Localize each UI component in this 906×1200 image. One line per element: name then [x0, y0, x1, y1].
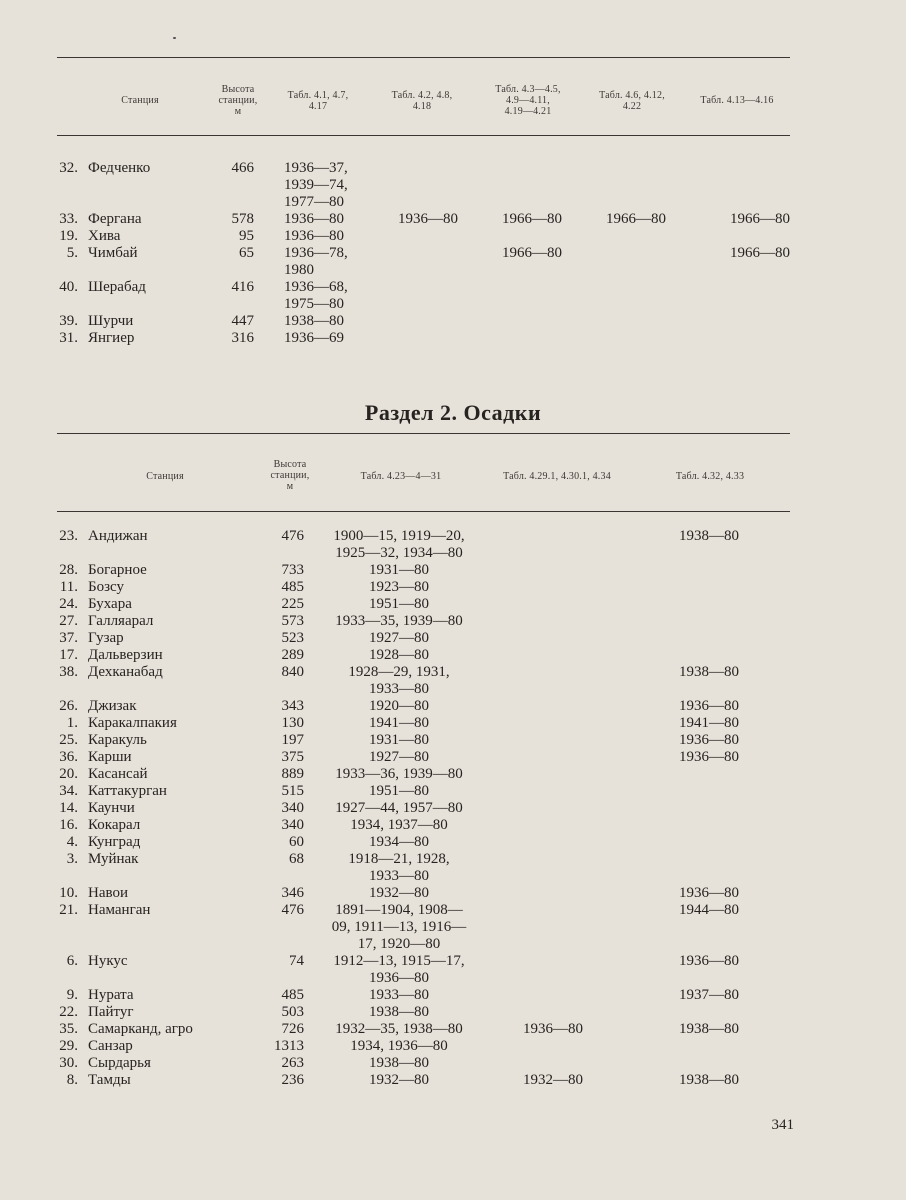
period-col3: 1938—80	[679, 1021, 739, 1037]
period-col3: 1936—80	[679, 749, 739, 765]
station-name: Шурчи	[88, 313, 134, 329]
period-col1: 1918—21, 1928, 1933—80	[348, 851, 450, 884]
period-col3: 1966—80	[502, 211, 562, 227]
station-number: 10.	[59, 885, 78, 901]
station-height: 578	[231, 211, 254, 227]
period-col1: 1938—80	[284, 313, 344, 329]
station-name: Бухара	[88, 596, 132, 612]
period-col1: 1934—80	[369, 834, 429, 850]
station-height: 130	[281, 715, 304, 731]
station-number: 5.	[66, 245, 78, 261]
period-col1: 1932—80	[369, 885, 429, 901]
period-col1: 1927—44, 1957—80	[335, 800, 463, 816]
print-speck	[173, 37, 176, 39]
station-height: 476	[281, 528, 304, 544]
station-name: Касансай	[88, 766, 148, 782]
station-name: Шерабад	[88, 279, 146, 295]
station-height: 65	[239, 245, 254, 261]
table2-header-height: Высота станции, м	[270, 459, 310, 492]
station-number: 22.	[59, 1004, 78, 1020]
station-name: Дехканабад	[88, 664, 163, 680]
period-col3: 1938—80	[679, 664, 739, 680]
station-name: Каракалпакия	[88, 715, 177, 731]
station-name: Галляарал	[88, 613, 154, 629]
station-height: 60	[289, 834, 304, 850]
station-number: 14.	[59, 800, 78, 816]
period-col2: 1936—80	[398, 211, 458, 227]
station-height: 523	[281, 630, 304, 646]
section-title: Раздел 2. Осадки	[364, 400, 542, 425]
period-col5: 1966—80	[730, 245, 790, 261]
station-name: Нурата	[88, 987, 134, 1003]
station-name: Бозсу	[88, 579, 124, 595]
station-name: Санзар	[88, 1038, 133, 1054]
station-number: 24.	[59, 596, 78, 612]
station-height: 485	[281, 987, 304, 1003]
station-number: 19.	[59, 228, 78, 244]
period-col1: 1923—80	[369, 579, 429, 595]
period-col3: 1938—80	[679, 1072, 739, 1088]
period-col1: 1936—80	[284, 211, 344, 227]
station-number: 9.	[66, 987, 78, 1003]
period-col1: 1934, 1937—80	[350, 817, 448, 833]
station-number: 27.	[59, 613, 78, 629]
station-height: 503	[281, 1004, 304, 1020]
station-name: Навои	[88, 885, 128, 901]
station-height: 340	[281, 817, 304, 833]
period-col1: 1933—35, 1939—80	[335, 613, 463, 629]
period-col3: 1966—80	[502, 245, 562, 261]
period-col5: 1966—80	[730, 211, 790, 227]
period-col1: 1912—13, 1915—17, 1936—80	[333, 953, 465, 986]
station-name: Каракуль	[88, 732, 147, 748]
station-height: 485	[281, 579, 304, 595]
period-col4: 1966—80	[606, 211, 666, 227]
period-col1: 1931—80	[369, 732, 429, 748]
station-number: 23.	[59, 528, 78, 544]
station-height: 197	[281, 732, 304, 748]
period-col1: 1928—29, 1931, 1933—80	[348, 664, 450, 697]
station-name: Андижан	[88, 528, 148, 544]
station-height: 236	[281, 1072, 304, 1088]
station-height: 515	[281, 783, 304, 799]
table2-top-rule	[57, 433, 790, 434]
station-number: 25.	[59, 732, 78, 748]
station-name: Самарканд, агро	[88, 1021, 193, 1037]
table2-header-rule	[57, 511, 790, 512]
station-name: Тамды	[88, 1072, 131, 1088]
station-number: 21.	[59, 902, 78, 918]
station-number: 1.	[66, 715, 78, 731]
station-number: 16.	[59, 817, 78, 833]
station-height: 343	[281, 698, 304, 714]
station-number: 30.	[59, 1055, 78, 1071]
station-number: 35.	[59, 1021, 78, 1037]
period-col1: 1938—80	[369, 1055, 429, 1071]
table2-header-col2: Табл. 4.29.1, 4.30.1, 4.34	[503, 471, 611, 482]
period-col1: 1951—80	[369, 596, 429, 612]
period-col1: 1936—78, 1980	[284, 245, 348, 278]
station-height: 68	[289, 851, 304, 867]
period-col3: 1936—80	[679, 732, 739, 748]
station-height: 726	[281, 1021, 304, 1037]
station-name: Кунград	[88, 834, 141, 850]
station-number: 28.	[59, 562, 78, 578]
station-height: 466	[231, 160, 254, 176]
station-height: 340	[281, 800, 304, 816]
table1-header-col3: Табл. 4.3—4.5, 4.9—4.11, 4.19—4.21	[495, 84, 561, 117]
table1-header-col5: Табл. 4.13—4.16	[700, 95, 774, 106]
station-name: Кокарал	[88, 817, 141, 833]
table1-header-station: Станция	[121, 95, 159, 106]
station-height: 476	[281, 902, 304, 918]
period-col1: 1900—15, 1919—20, 1925—32, 1934—80	[333, 528, 465, 561]
station-number: 36.	[59, 749, 78, 765]
table2-header-col3: Табл. 4.32, 4.33	[675, 471, 745, 482]
table1-header-col1: Табл. 4.1, 4.7, 4.17	[287, 90, 349, 112]
station-name: Каттакурган	[88, 783, 167, 799]
station-number: 11.	[59, 579, 78, 595]
station-height: 289	[281, 647, 304, 663]
station-height: 74	[289, 953, 304, 969]
table1-header-col2: Табл. 4.2, 4.8, 4.18	[391, 90, 453, 112]
station-name: Каунчи	[88, 800, 135, 816]
period-col1: 1936—68, 1975—80	[284, 279, 348, 312]
station-name: Янгиер	[88, 330, 135, 346]
station-name: Дальверзин	[88, 647, 163, 663]
station-height: 375	[281, 749, 304, 765]
station-number: 39.	[59, 313, 78, 329]
period-col1: 1932—35, 1938—80	[335, 1021, 463, 1037]
table1-header-height: Высота станции, м	[218, 84, 258, 117]
page-number: 341	[771, 1117, 794, 1133]
station-number: 31.	[59, 330, 78, 346]
table1-header-col4: Табл. 4.6, 4.12, 4.22	[599, 90, 665, 112]
station-number: 4.	[66, 834, 78, 850]
period-col3: 1938—80	[679, 528, 739, 544]
station-number: 8.	[66, 1072, 78, 1088]
period-col1: 1933—80	[369, 987, 429, 1003]
table1-top-rule	[57, 57, 790, 58]
period-col1: 1936—80	[284, 228, 344, 244]
station-height: 1313	[274, 1038, 304, 1054]
station-name: Муйнак	[88, 851, 139, 867]
period-col1: 1927—80	[369, 749, 429, 765]
station-height: 573	[281, 613, 304, 629]
station-number: 38.	[59, 664, 78, 680]
station-name: Чимбай	[88, 245, 138, 261]
station-name: Сырдарья	[88, 1055, 151, 1071]
period-col1: 1941—80	[369, 715, 429, 731]
station-name: Гузар	[88, 630, 124, 646]
period-col1: 1936—69	[284, 330, 344, 346]
station-number: 37.	[59, 630, 78, 646]
table2-header-col1: Табл. 4.23—4—31	[360, 471, 442, 482]
station-height: 840	[281, 664, 304, 680]
station-number: 6.	[66, 953, 78, 969]
station-name: Пайтуг	[88, 1004, 134, 1020]
period-col3: 1944—80	[679, 902, 739, 918]
station-number: 3.	[66, 851, 78, 867]
period-col3: 1936—80	[679, 953, 739, 969]
station-number: 40.	[59, 279, 78, 295]
table1-header-rule	[57, 135, 790, 136]
period-col3: 1941—80	[679, 715, 739, 731]
station-name: Карши	[88, 749, 132, 765]
period-col1: 1920—80	[369, 698, 429, 714]
station-height: 263	[281, 1055, 304, 1071]
period-col1: 1932—80	[369, 1072, 429, 1088]
period-col3: 1937—80	[679, 987, 739, 1003]
station-height: 316	[231, 330, 254, 346]
period-col2: 1936—80	[523, 1021, 583, 1037]
station-number: 33.	[59, 211, 78, 227]
period-col1: 1891—1904, 1908— 09, 1911—13, 1916— 17, 1920—80	[331, 902, 467, 952]
station-name: Фергана	[88, 211, 142, 227]
period-col1: 1927—80	[369, 630, 429, 646]
station-number: 29.	[59, 1038, 78, 1054]
station-number: 17.	[59, 647, 78, 663]
station-height: 447	[231, 313, 254, 329]
station-height: 889	[281, 766, 304, 782]
station-name: Федченко	[88, 160, 151, 176]
station-height: 95	[239, 228, 254, 244]
period-col1: 1933—36, 1939—80	[335, 766, 463, 782]
period-col2: 1932—80	[523, 1072, 583, 1088]
station-name: Богарное	[88, 562, 147, 578]
station-number: 34.	[59, 783, 78, 799]
station-height: 733	[281, 562, 304, 578]
period-col1: 1938—80	[369, 1004, 429, 1020]
station-name: Джизак	[88, 698, 137, 714]
station-number: 32.	[59, 160, 78, 176]
station-height: 225	[281, 596, 304, 612]
table2-header-station: Станция	[146, 471, 184, 482]
station-height: 346	[281, 885, 304, 901]
station-height: 416	[231, 279, 254, 295]
station-number: 20.	[59, 766, 78, 782]
period-col3: 1936—80	[679, 885, 739, 901]
period-col1: 1934, 1936—80	[350, 1038, 448, 1054]
station-name: Нукус	[88, 953, 128, 969]
period-col1: 1928—80	[369, 647, 429, 663]
period-col1: 1936—37, 1939—74, 1977—80	[284, 160, 348, 210]
station-number: 26.	[59, 698, 78, 714]
station-name: Хива	[88, 228, 121, 244]
period-col3: 1936—80	[679, 698, 739, 714]
station-name: Наманган	[88, 902, 151, 918]
period-col1: 1951—80	[369, 783, 429, 799]
period-col1: 1931—80	[369, 562, 429, 578]
